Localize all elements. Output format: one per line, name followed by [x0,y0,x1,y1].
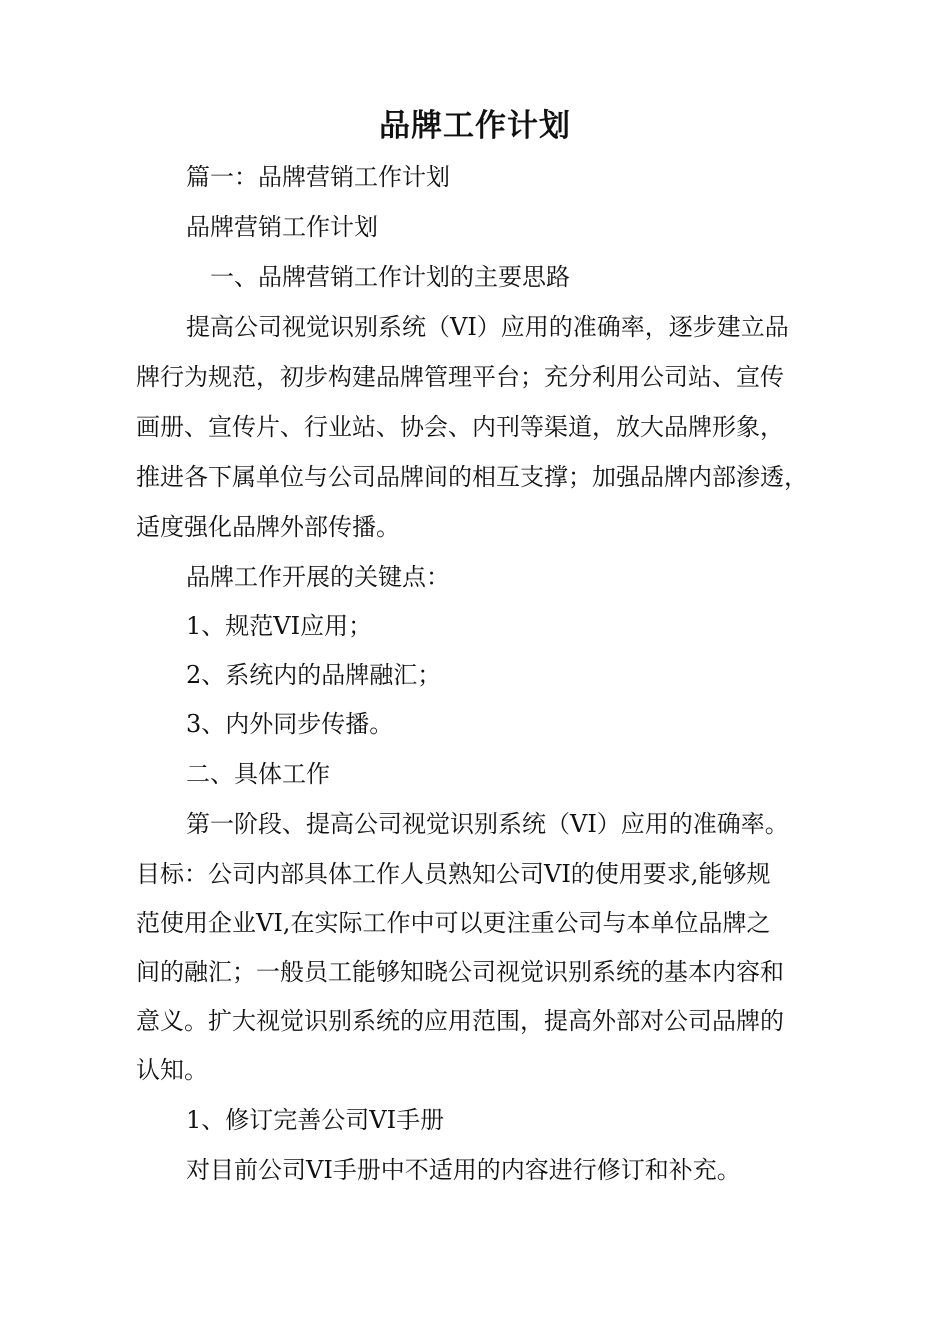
list-item: 1、修订完善公司VI手册 [186,1106,445,1134]
list-item: 1、规范VI应用； [186,612,373,640]
paragraph-line: 间的融汇；一般员工能够知晓公司视觉识别系统的基本内容和 [136,958,784,986]
heading-main-ideas: 一、品牌营销工作计划的主要思路 [210,263,570,291]
paragraph-line: 目标：公司内部具体工作人员熟知公司VI的使用要求,能够规 [136,860,771,888]
paragraph-line: 范使用企业VI,在实际工作中可以更注重公司与本单位品牌之 [136,909,771,937]
subtitle: 品牌营销工作计划 [186,213,378,241]
document-title: 品牌工作计划 [379,108,571,144]
paragraph-line: 意义。扩大视觉识别系统的应用范围，提高外部对公司品牌的 [136,1007,784,1035]
paragraph-line: 适度强化品牌外部传播。 [136,513,400,541]
key-points-heading: 品牌工作开展的关键点： [186,563,450,591]
list-item: 2、系统内的品牌融汇； [186,661,442,689]
paragraph-line: 推进各下属单位与公司品牌间的相互支撑；加强品牌内部渗透， [136,463,808,491]
heading-specific-work: 二、具体工作 [186,760,330,788]
list-item: 3、内外同步传播。 [186,710,394,738]
phase-heading: 第一阶段、提高公司视觉识别系统（VI）应用的准确率。 [186,810,789,838]
paragraph-line: 画册、宣传片、行业站、协会、内刊等渠道，放大品牌形象， [136,413,784,441]
paragraph-line: 提高公司视觉识别系统（VI）应用的准确率，逐步建立品 [186,313,789,341]
paragraph-line: 认知。 [136,1056,208,1084]
paragraph-line: 牌行为规范，初步构建品牌管理平台；充分利用公司站、宣传 [136,363,784,391]
section-heading: 篇一：品牌营销工作计划 [186,163,450,191]
paragraph-line: 对目前公司VI手册中不适用的内容进行修订和补充。 [186,1156,741,1184]
